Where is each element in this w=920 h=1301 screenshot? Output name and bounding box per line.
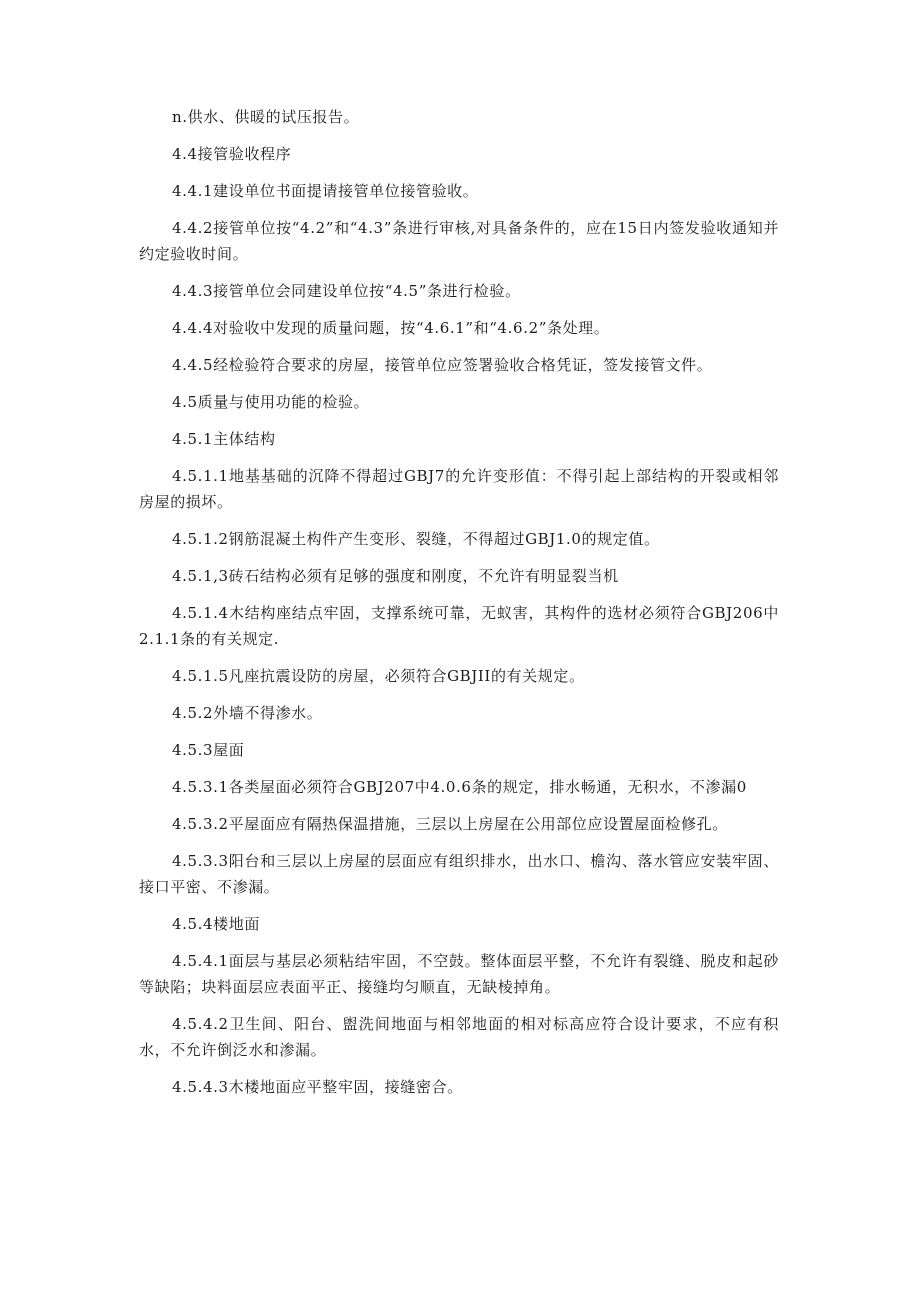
subsection-heading: 4.5.4楼地面 — [172, 915, 260, 933]
paragraph: 4.5.1.1地基基础的沉降不得超过GBJ7的允许变形值：不得引起上部结构的开裂或相邻房屋的损坏。 — [139, 467, 779, 511]
paragraph: 4.5.1,3砖石结构必须有足够的强度和刚度，不允许有明显裂当机 — [172, 567, 619, 585]
paragraph: 4.5.3.2平屋面应有隔热保温措施，三层以上房屋在公用部位应设置屋面检修孔。 — [172, 815, 728, 833]
paragraph: 4.5.4.1面层与基层必须粘结牢固，不空鼓。整体面层平整，不允许有裂缝、脱皮和起砂等缺陷；块料面层应表面平正、接缝均匀顺直，无缺棱掉角。 — [139, 952, 779, 996]
paragraph: 4.5.1.5凡座抗震设防的房屋，必须符合GBJII的有关规定。 — [172, 667, 585, 685]
paragraph: 4.4.1建设单位书面提请接管单位接管验收。 — [172, 182, 479, 200]
document-body — [139, 104, 779, 1111]
section-heading: 4.4接管验收程序 — [172, 145, 292, 163]
paragraph: 4.4.5经检验符合要求的房屋，接管单位应签署验收合格凭证，签发接管文件。 — [172, 356, 713, 374]
subsection-heading: 4.5.1主体结构 — [172, 430, 276, 448]
paragraph: 4.4.4对验收中发现的质量问题，按“4.6.1”和“4.6.2”条处理。 — [172, 319, 610, 337]
paragraph: 4.4.3接管单位会同建设单位按“4.5”条进行检验。 — [172, 282, 521, 300]
paragraph: 4.4.2接管单位按“4.2”和“4.3”条进行审核,对具备条件的，应在15日内签发验收通知并约定验收时间。 — [139, 219, 779, 263]
paragraph: 4.5.3.1各类屋面必须符合GBJ207中4.0.6条的规定，排水畅通，无积水，不渗漏0 — [172, 778, 747, 796]
paragraph: 4.5.1.4木结构座结点牢固，支撑系统可靠，无蚁害，其构件的选材必须符合GBJ206中2.1.1条的有关规定. — [139, 604, 779, 648]
subsection-heading: 4.5.2外墙不得渗水。 — [172, 704, 323, 722]
paragraph: 4.5.1.2钢筋混凝土构件产生变形、裂缝，不得超过GBJ1.0的规定值。 — [172, 530, 660, 548]
paragraph: 4.5.4.2卫生间、阳台、盥洗间地面与相邻地面的相对标高应符合设计要求，不应有积水，不允许倒泛水和渗漏。 — [139, 1015, 779, 1059]
paragraph: 4.5.3.3阳台和三层以上房屋的层面应有组织排水，出水口、檐沟、落水管应安装牢固、接口平密、不渗漏。 — [139, 852, 779, 896]
paragraph: n.供水、供暖的试压报告。 — [172, 108, 360, 126]
section-heading: 4.5质量与使用功能的检验。 — [172, 393, 370, 411]
paragraph: 4.5.4.3木楼地面应平整牢固，接缝密合。 — [172, 1078, 463, 1096]
subsection-heading: 4.5.3屋面 — [172, 741, 245, 759]
